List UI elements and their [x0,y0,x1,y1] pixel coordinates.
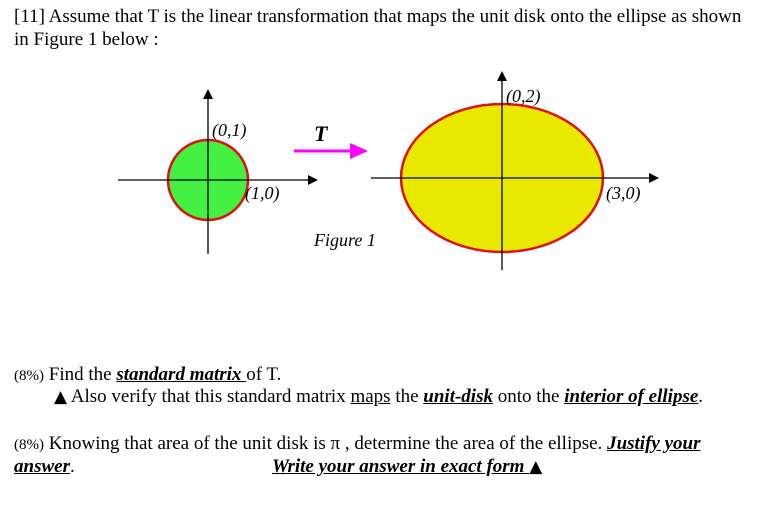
magenta-arrow-head [350,143,368,159]
part2-line [14,433,701,456]
problem-line-1: [11] Assume that T is the linear transformation that maps the unit disk onto the ellipse as shown [14,6,742,27]
unit-disk-diagram [118,91,316,254]
part1-verify-line [54,386,703,408]
part2-percent: (8%) [14,437,44,453]
verify-unit-disk: unit-disk [423,386,493,407]
verify-maps: maps [350,386,391,407]
part2-text-a: Knowing that area of the unit disk is π , determine the area of the ellipse. [44,433,608,454]
part2-exact-form: Write your answer in exact form [272,456,530,477]
label-3-0: (3,0) [606,183,641,203]
part2-exact-form-line [272,456,542,478]
part2-period: . [69,456,75,477]
part1-text-a: Find the [44,364,117,385]
verify-text-d: . [698,386,704,407]
map-label-t: T [314,121,328,146]
part1-standard-matrix: standard matrix [116,364,247,385]
part2-line-2 [14,456,75,478]
part2-justify: Justify your [607,433,701,454]
label-1-0: (1,0) [245,183,280,203]
figure-1 [0,60,775,290]
verify-text-a: Also verify that this standard matrix [67,386,351,407]
triangle-bullet-icon: ▲ [529,457,543,477]
part1-percent: (8%) [14,368,44,384]
label-0-1: (0,1) [212,120,247,140]
triangle-bullet-icon: ▲ [54,387,68,407]
label-0-2: (0,2) [506,86,541,106]
figure-caption: Figure 1 [314,230,376,250]
verify-text-c: onto the [492,386,565,407]
verify-interior-of-ellipse: interior of ellipse [564,386,699,407]
part2-answer: answer [14,456,70,477]
part1-text-b: of T. [246,364,282,385]
transformation-arrow [294,121,368,159]
verify-text-b: the [390,386,424,407]
problem-line-2: in Figure 1 below : [14,29,159,50]
ellipse-diagram [371,73,657,270]
part1-line [14,364,281,387]
